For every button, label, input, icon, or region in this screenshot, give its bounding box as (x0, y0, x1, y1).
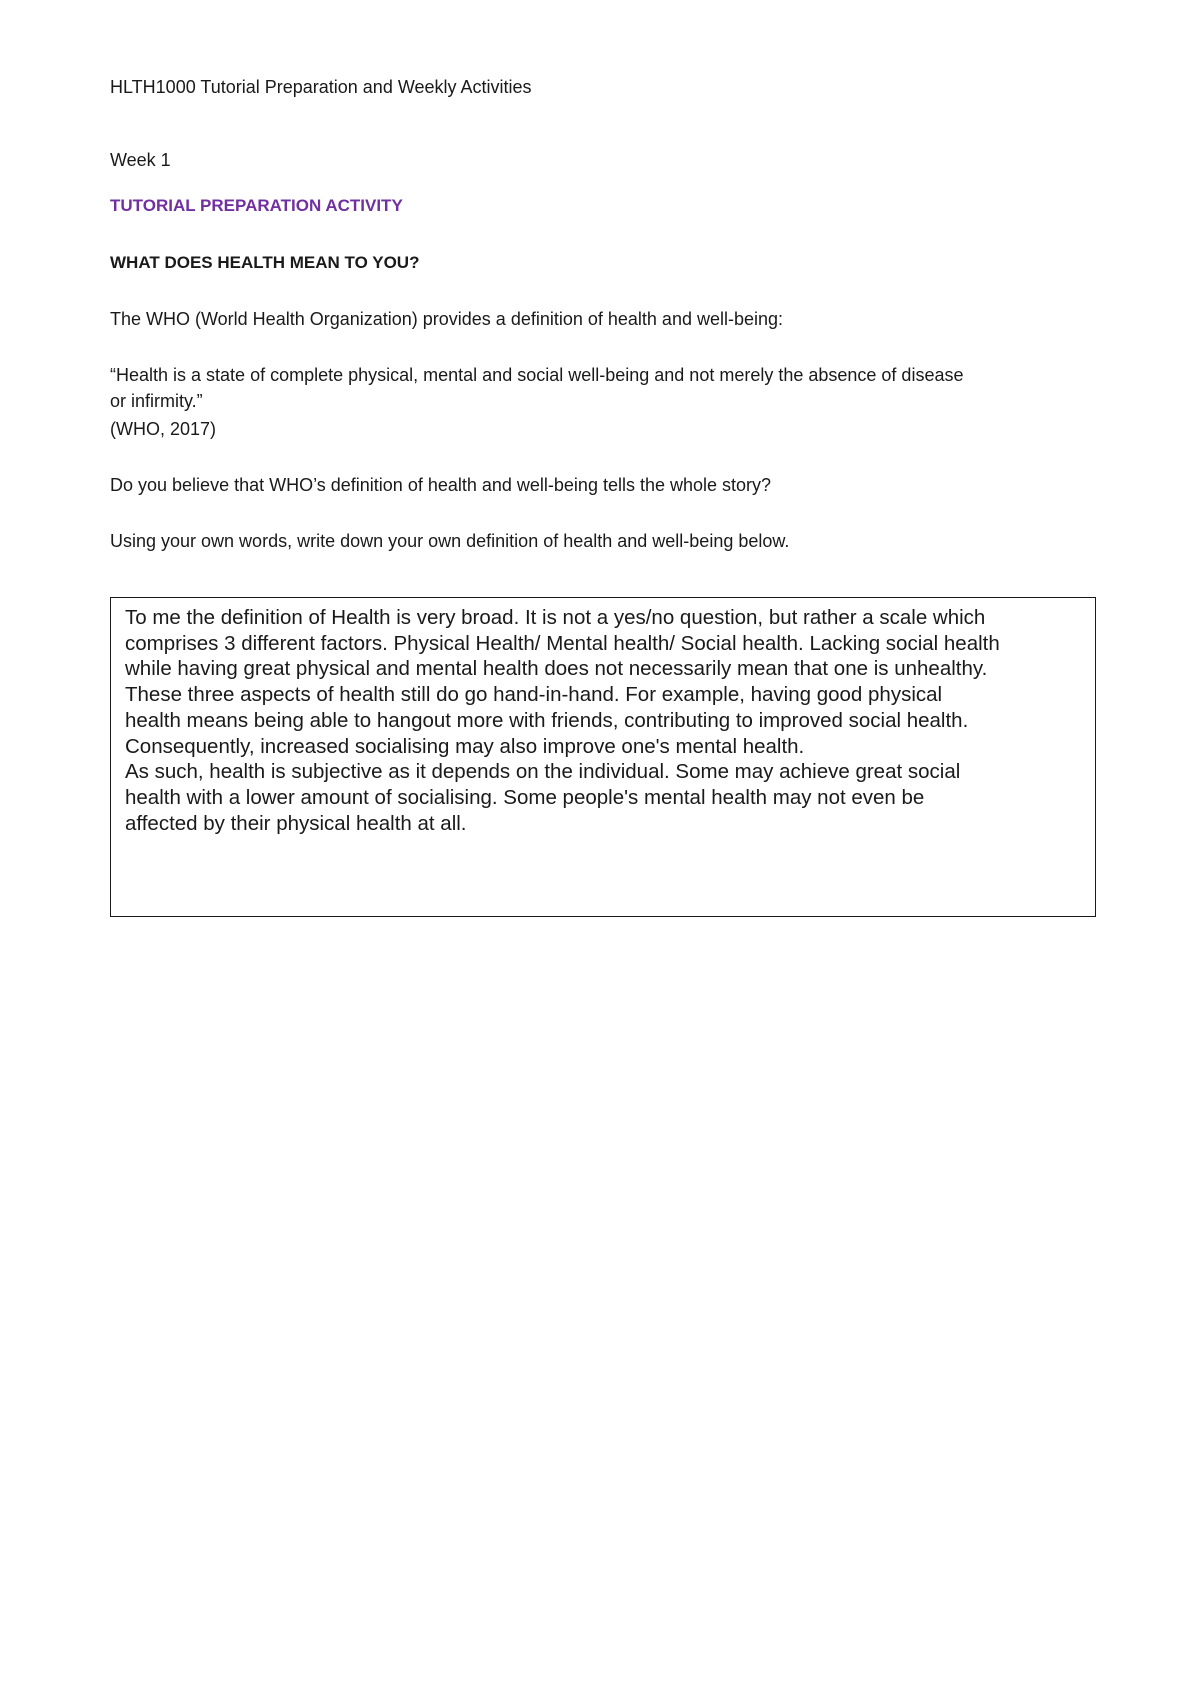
activity-heading: TUTORIAL PREPARATION ACTIVITY (110, 196, 403, 215)
answer-text[interactable]: To me the definition of Health is very broad. It is not a yes/no question, but rather a scale which comprises 3 different factors. Physical Health/ Mental health/ Social health. Lacking social health while having great physical and mental health does not necessarily mean that one is unhealthy. These three aspects of health still do go hand-in-hand. For example, having good physical health means being able to hangout more with friends, contributing to improved social health. Consequently, increased socialising may also improve one's mental health. As such, health is subjective as it depends on the individual. Some may achieve great social health with a lower amount of socialising. Some people's mental health may not even be affected by their physical health at all. (125, 606, 1000, 835)
believe-question: Do you believe that WHO’s definition of health and well-being tells the whole story? (110, 475, 772, 495)
week-label: Week 1 (110, 150, 171, 170)
who-quote-line-1: “Health is a state of complete physical, mental and social well-being and not merely the absence of disease (110, 365, 964, 385)
who-quote (110, 362, 1100, 414)
question-title: WHAT DOES HEALTH MEAN TO YOU? (110, 253, 420, 272)
document-header: HLTH1000 Tutorial Preparation and Weekly Activities (110, 77, 532, 97)
who-quote-line-2: or infirmity.” (110, 391, 203, 411)
intro-paragraph: The WHO (World Health Organization) provides a definition of health and well-being: (110, 309, 784, 329)
answer-text-box[interactable] (110, 597, 1096, 917)
quote-citation: (WHO, 2017) (110, 419, 217, 439)
own-words-prompt: Using your own words, write down your own definition of health and well-being below. (110, 531, 790, 551)
